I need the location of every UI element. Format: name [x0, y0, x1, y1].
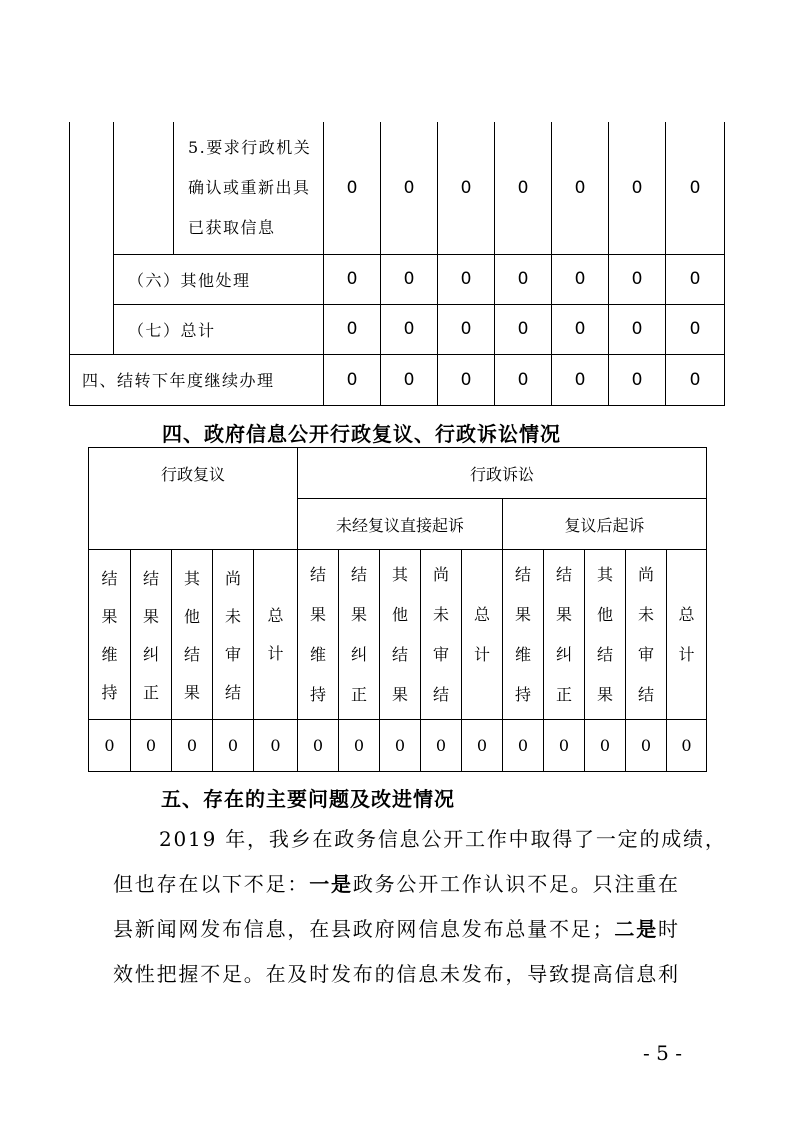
table-cell: 0 [609, 254, 666, 304]
table-cell: 0 [666, 354, 725, 405]
table-cell: 0 [609, 304, 666, 354]
paragraph-line: 县新闻网发布信息，在县政府网信息发布总量不足；二是时 [113, 917, 680, 941]
paragraph-line: 效性把握不足。在及时发布的信息未发布，导致提高信息利 [113, 962, 680, 986]
col-header-corrected: 结 果 纠 正 [544, 550, 585, 720]
table-cell: 0 [324, 122, 381, 254]
page-number: - 5 - [643, 1041, 682, 1065]
table-row [89, 448, 707, 499]
table-cell: 0 [495, 122, 552, 254]
table-cell: 0 [552, 122, 609, 254]
table-cell: 0 [381, 122, 438, 254]
col-header-upheld: 结 果 维 持 [298, 550, 339, 720]
table-cell: 0 [324, 354, 381, 405]
table-cell: 0 [381, 304, 438, 354]
table-cell: 0 [552, 304, 609, 354]
table-cell: 0 [89, 720, 131, 772]
table-cell: 0 [254, 720, 298, 772]
table-row [70, 254, 725, 304]
table-cell: 0 [438, 122, 495, 254]
table-cell: 0 [462, 720, 503, 772]
col-header-other: 其 他 结 果 [585, 550, 626, 720]
table-cell: 0 [380, 720, 421, 772]
paragraph-line: 2019 年，我乡在政务信息公开工作中取得了一定的成绩， [159, 827, 727, 851]
table-cell: 0 [495, 354, 552, 405]
table-cell: 0 [339, 720, 380, 772]
table-cell: 0 [172, 720, 213, 772]
row-label: 5.要求行政机关 确认或重新出具 已获取信息 [174, 122, 324, 254]
col-header-corrected: 结 果 纠 正 [131, 550, 172, 720]
table-cell: 0 [626, 720, 667, 772]
table-cell: 0 [666, 304, 725, 354]
table-cell: 0 [324, 254, 381, 304]
table-cell: 0 [495, 304, 552, 354]
admin-litigation-header: 行政诉讼 [298, 448, 707, 499]
direct-suit-header: 未经复议直接起诉 [298, 499, 503, 550]
table-cell: 0 [495, 254, 552, 304]
after-review-suit-header: 复议后起诉 [503, 499, 707, 550]
emphasis-text: 一是 [309, 872, 353, 896]
disposal-table [69, 122, 725, 406]
col-header-upheld: 结 果 维 持 [503, 550, 544, 720]
table-cell: 0 [609, 122, 666, 254]
row-label: 四、结转下年度继续办理 [70, 354, 324, 405]
table-row [70, 122, 725, 254]
review-litigation-table [88, 447, 707, 772]
table-cell: 0 [552, 354, 609, 405]
row-label: （六）其他处理 [114, 254, 324, 304]
table-cell: 0 [666, 254, 725, 304]
table-cell: 0 [438, 254, 495, 304]
table-cell: 0 [552, 254, 609, 304]
table-row [89, 550, 707, 720]
col-header-other: 其 他 结 果 [172, 550, 213, 720]
table-cell: 0 [298, 720, 339, 772]
table-cell: 0 [324, 304, 381, 354]
table-cell: 0 [503, 720, 544, 772]
col-header-total: 总 计 [254, 550, 298, 720]
paragraph-line: 但也存在以下不足：一是政务公开工作认识不足。只注重在 [113, 872, 680, 896]
col-header-pending: 尚 未 审 结 [421, 550, 462, 720]
table-cell: 0 [381, 254, 438, 304]
table-row [70, 304, 725, 354]
table-row [89, 720, 707, 772]
admin-review-header: 行政复议 [89, 448, 298, 550]
table-cell: 0 [666, 122, 725, 254]
col-header-pending: 尚 未 审 结 [626, 550, 667, 720]
table-cell: 0 [421, 720, 462, 772]
col-header-upheld: 结 果 维 持 [89, 550, 131, 720]
col-header-total: 总 计 [462, 550, 503, 720]
table-cell: 0 [667, 720, 707, 772]
table-row [70, 354, 725, 405]
table-cell: 0 [381, 354, 438, 405]
table-cell: 0 [213, 720, 254, 772]
col-header-other: 其 他 结 果 [380, 550, 421, 720]
col-header-total: 总 计 [667, 550, 707, 720]
section-4-title: 四、政府信息公开行政复议、行政诉讼情况 [162, 422, 561, 446]
col-header-corrected: 结 果 纠 正 [339, 550, 380, 720]
table-cell: 0 [438, 354, 495, 405]
section-5-title: 五、存在的主要问题及改进情况 [161, 787, 455, 811]
blank-cell [114, 122, 174, 254]
table-cell: 0 [544, 720, 585, 772]
table-cell: 0 [585, 720, 626, 772]
table-cell: 0 [131, 720, 172, 772]
table-cell: 0 [438, 304, 495, 354]
col-header-pending: 尚 未 审 结 [213, 550, 254, 720]
row-label: （七）总计 [114, 304, 324, 354]
blank-cell [70, 122, 114, 354]
emphasis-text: 二是 [614, 917, 659, 941]
table-cell: 0 [609, 354, 666, 405]
